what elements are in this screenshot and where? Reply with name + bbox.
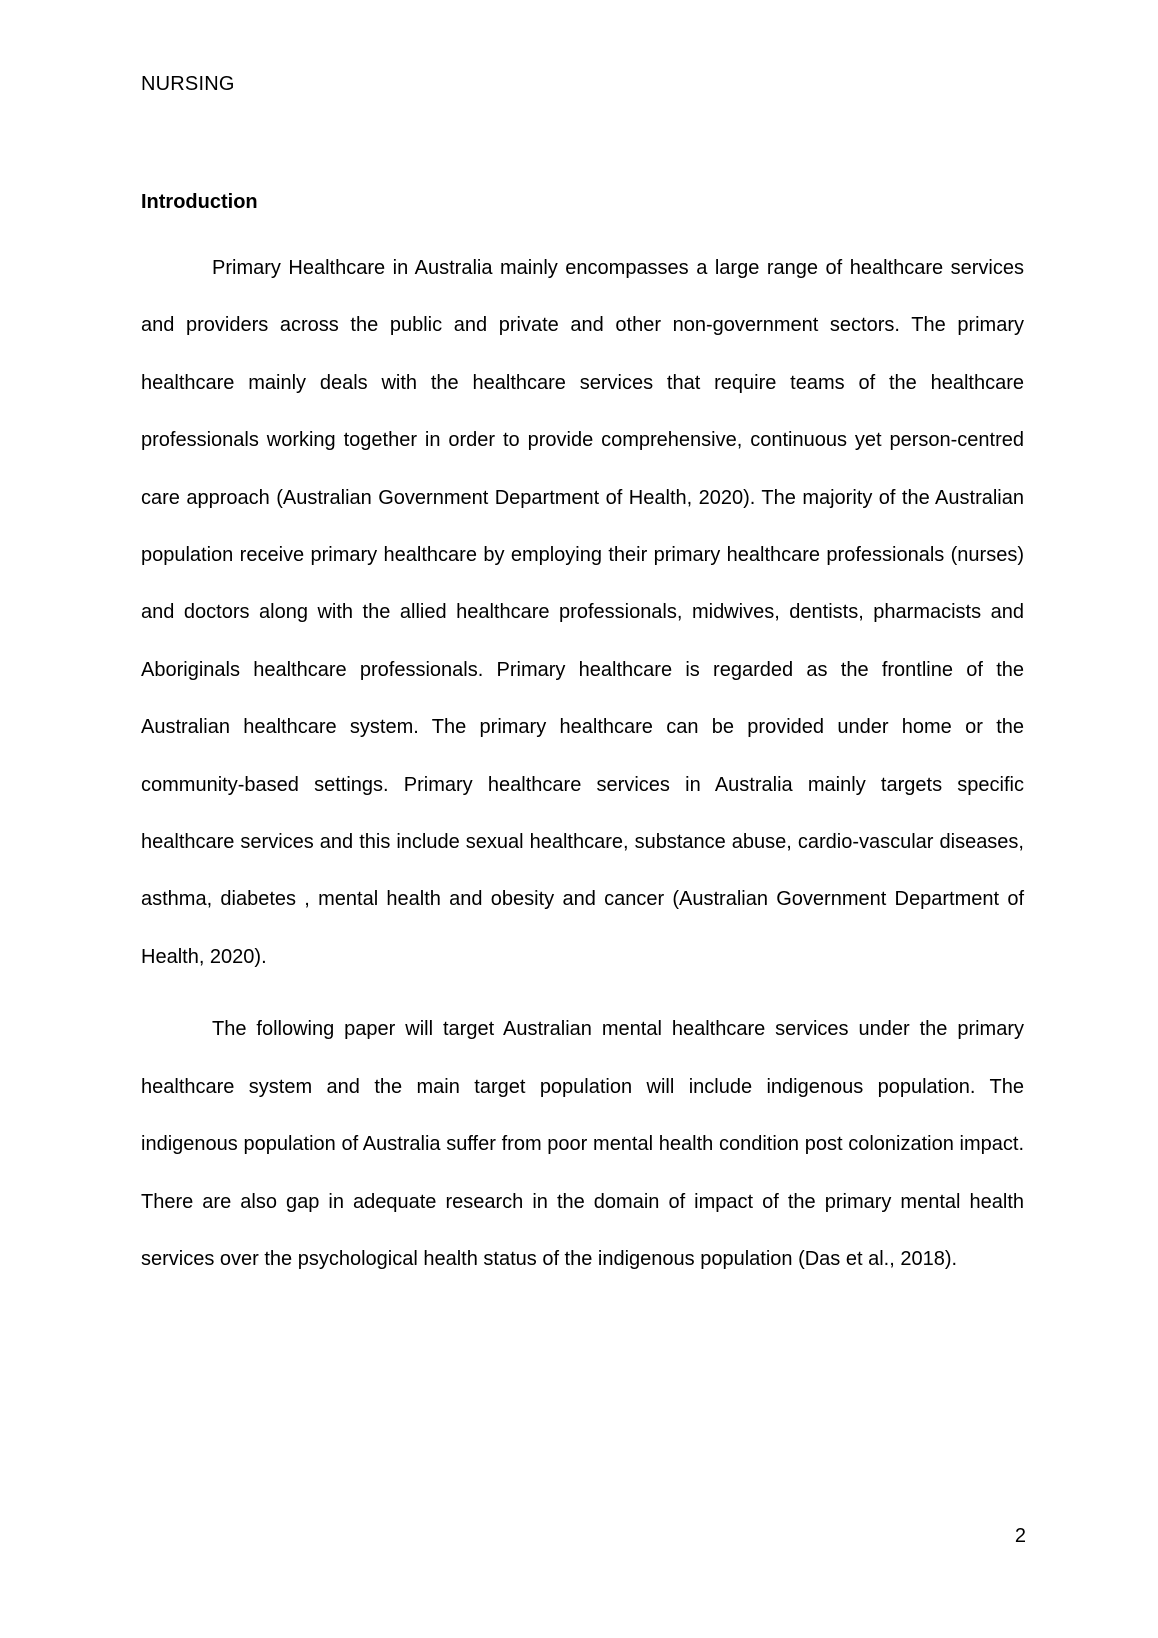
body-text (141, 186, 1024, 1288)
section-heading: Introduction (141, 191, 258, 213)
paragraph-2: The following paper will target Australian mental healthcare services under the primary healthcare system and the main target population will include indigenous population. The indigenous population of Australia suffer from poor mental health condition post colonization impact. There are also gap in adequate research in the domain of impact of the primary mental health services over the psychological health status of the indigenous population (Das et al., 2018). (141, 1018, 1024, 1270)
paragraph-1: Primary Healthcare in Australia mainly encompasses a large range of healthcare services and providers across the public and private and other non-government sectors. The primary healthcare mainly deals with the healthcare services that require teams of the healthcare professionals working together in order to provide comprehensive, continuous yet person-centred care approach (Australian Government Department of Health, 2020). The majority of the Australian population receive primary healthcare by employing their primary healthcare professionals (nurses) and doctors along with the allied healthcare professionals, midwives, dentists, pharmacists and Aboriginals healthcare professionals. Primary healthcare is regarded as the frontline of the Australian healthcare system. The primary healthcare can be provided under home or the community-based settings. Primary healthcare services in Australia mainly targets specific healthcare services and this include sexual healthcare, substance abuse, cardio-vascular diseases, asthma, diabetes , mental health and obesity and cancer (Australian Government Department of Health, 2020). (141, 257, 1024, 968)
page-number: 2 (1014, 1525, 1026, 1547)
running-head: NURSING (141, 73, 235, 95)
